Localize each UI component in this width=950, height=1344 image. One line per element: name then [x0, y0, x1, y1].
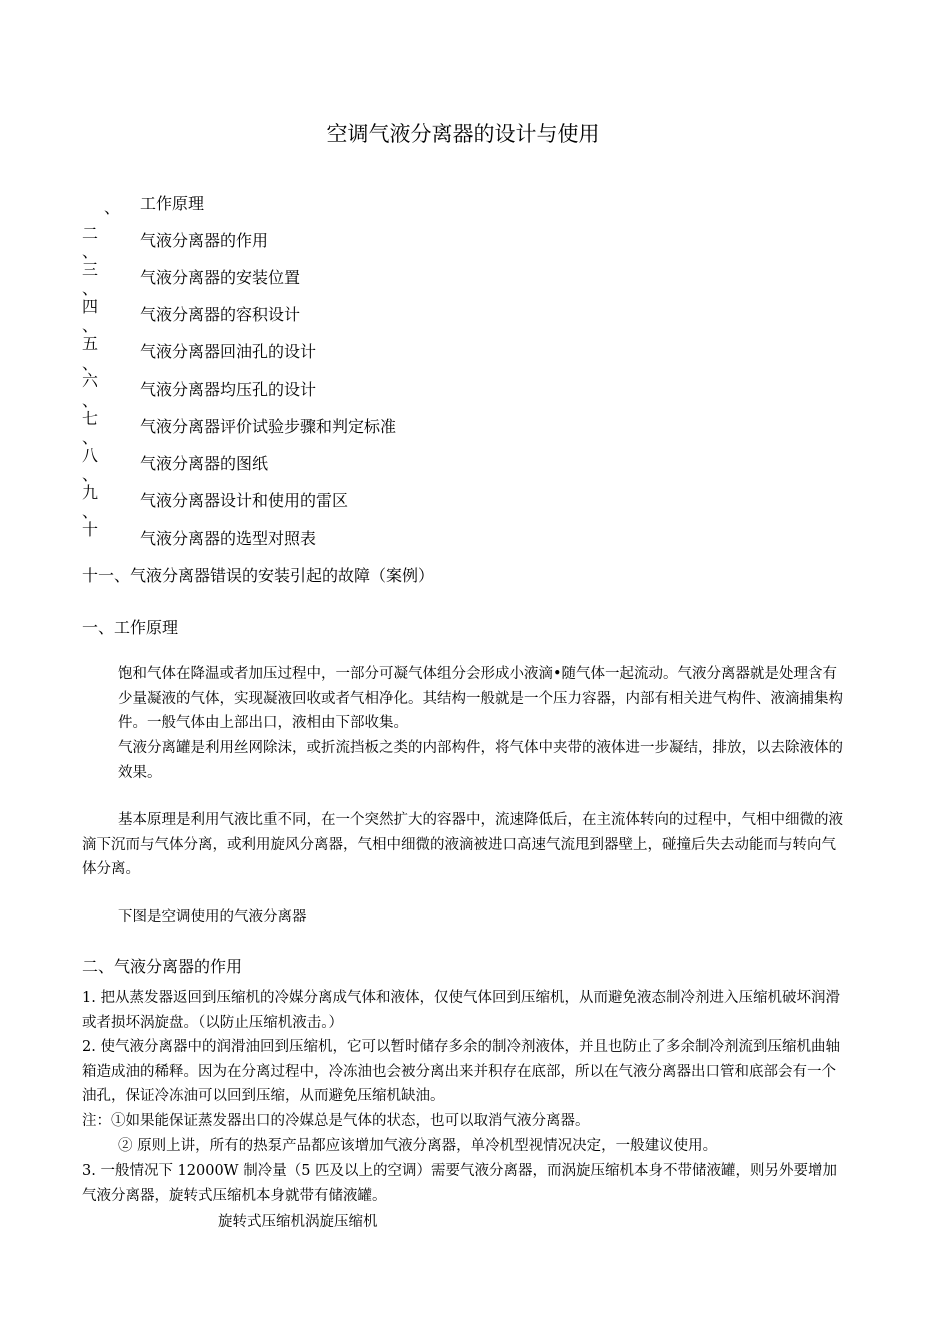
toc-item: 气液分离器均压孔的设计 — [140, 380, 317, 399]
toc-separator: 、 — [82, 279, 99, 298]
toc-number-10: 十 — [82, 520, 99, 539]
toc-separator: 、 — [82, 465, 99, 484]
toc-separator: 、 — [82, 316, 99, 335]
toc-item: 气液分离器回油孔的设计 — [140, 342, 317, 361]
paragraph: 饱和气体在降温或者加压过程中，一部分可凝气体组分会形成小液滴•随气体一起流动。气液分离器就是处理含有少量凝液的气体，实现凝液回收或者气相净化。其结构一般就是一个压力容器，内部有相关进气构件、液滴捕集构件。一般气体由上部出口，液相由下部收集。 — [118, 666, 843, 731]
toc-item-last: 十一、气液分离器错误的安装引起的故障（案例） — [82, 566, 435, 585]
paragraph: 气液分离罐是利用丝网除沫，或折流挡板之类的内部构件，将气体中夹带的液体进一步凝结，排放，以去除液体的效果。 — [118, 740, 843, 781]
toc-item: 工作原理 — [140, 194, 205, 213]
toc-item: 气液分离器的选型对照表 — [140, 529, 317, 548]
list-item: 2. 使气液分离器中的润滑油回到压缩机，它可以暂时储存多余的制冷剂液体，并且也防止了多余制冷剂流到压缩机曲轴箱造成油的稀释。因为在分离过程中，冷冻油也会被分离出来并积存在底部，所以在气液分离器出口管和底部会有一个油孔，保证冷冻油可以回到压缩，从而避免压缩机缺油。 — [82, 1039, 840, 1104]
toc-number-2: 二 — [82, 224, 99, 243]
note: 注：①如果能保证蒸发器出口的冷媒总是气体的状态，也可以取消气液分离器。 — [82, 1113, 590, 1129]
toc-number-6: 六 — [82, 371, 99, 390]
list-item: 3. 一般情况下 12000W 制冷量（5 匹及以上的空调）需要气液分离器，而涡旋压缩机本身不带储液罐，则另外要增加气液分离器，旋转式压缩机本身就带有储液罐。 — [82, 1163, 838, 1204]
toc-separator: 、 — [82, 391, 99, 410]
list-item: 1. 把从蒸发器返回到压缩机的冷媒分离成气体和液体，仅使气体回到压缩机，从而避免液态制冷剂进入压缩机破坏润滑或者损坏涡旋盘。（以防止压缩机液击。） — [82, 990, 840, 1031]
toc-number-7: 七 — [82, 409, 99, 428]
image-caption: 旋转式压缩机涡旋压缩机 — [218, 1214, 378, 1230]
toc-number-1: 、 — [104, 198, 121, 217]
toc-item: 气液分离器评价试验步骤和判定标准 — [140, 417, 397, 436]
section-heading: 一、工作原理 — [82, 618, 179, 637]
toc-separator: 、 — [82, 502, 99, 521]
toc-item: 气液分离器的安装位置 — [140, 268, 301, 287]
toc-number-3: 三 — [82, 260, 99, 279]
paragraph: 基本原理是利用气液比重不同，在一个突然扩大的容器中，流速降低后，在主流体转向的过程中，气相中细微的液滴下沉而与气体分离，或利用旋风分离器，气相中细微的液滴被进口高速气流甩到器壁上，碰撞后失去动能而与转向气体分离。 — [82, 812, 843, 877]
toc-number-5: 五 — [82, 334, 99, 353]
document-title: 空调气液分离器的设计与使用 — [326, 122, 600, 146]
toc-item: 气液分离器的作用 — [140, 231, 269, 250]
toc-item: 气液分离器的容积设计 — [140, 305, 301, 324]
toc-separator: 、 — [82, 354, 99, 373]
paragraph: 下图是空调使用的气液分离器 — [118, 909, 307, 925]
toc-item: 气液分离器的图纸 — [140, 454, 269, 473]
section-heading: 二、气液分离器的作用 — [82, 957, 243, 976]
toc-number-4: 四 — [82, 297, 99, 316]
toc-separator: 、 — [82, 242, 99, 261]
table-of-contents — [0, 0, 950, 600]
toc-number-8: 八 — [82, 446, 99, 465]
note: ② 原则上讲，所有的热泵产品都应该增加气液分离器，单冷机型视情况决定，一般建议使用。 — [118, 1138, 718, 1154]
toc-number-9: 九 — [82, 483, 99, 502]
toc-separator: 、 — [82, 428, 99, 447]
toc-item: 气液分离器设计和使用的雷区 — [140, 491, 349, 510]
